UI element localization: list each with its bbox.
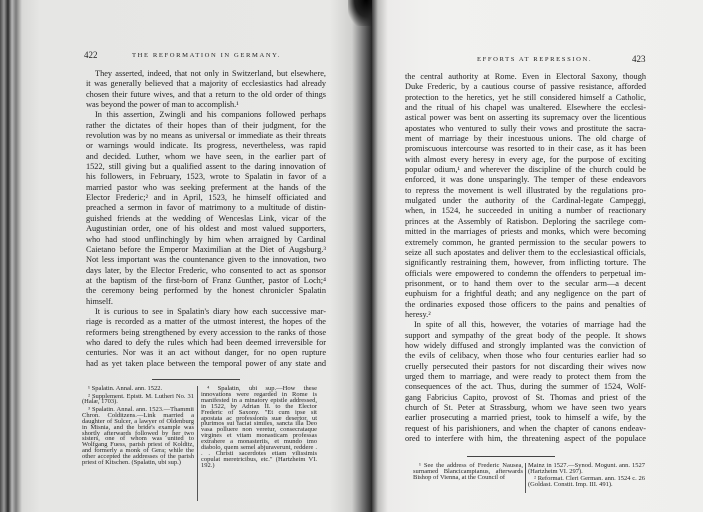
running-head: EFFORTS AT REPRESSION.: [477, 56, 593, 63]
text-line: prisonment, or to hand them over to the secular arm—a decent: [405, 278, 646, 288]
text-line: Caietano before the Emperor Maximilian at the Diet of Augsburg.³: [86, 244, 326, 254]
footnote: ⁴ Spalatin, ubi sup.—How these innovations were regarded in Rome is manifested in a minatory epistle addressed, in 1522, by Adrian II. to the Elector Frederic of Saxony. "Et cum ipse sit apostata ac professionis suæ desertor, ut plurimos sui faciat similes, sancta illa Deo vasa polluere non veretur, consecrataque virgines et vitam monasticam professas extrahere a monasteriis, et mundo imo diabolo, quem semel abjuraverunt, reddere . . . Christi sacerdotes etiam vilissimis copulat meretricibus, etc." (Hartzheim VI. 192.): [201, 385, 317, 469]
text-line: ment of marriage by their incestuous unions. The old charge of: [405, 134, 646, 144]
text-line: astical power was bent on asserting its supremacy over the licentious: [405, 113, 646, 123]
text-line: the evils of celibacy, when those who four centuries earlier had so: [405, 351, 646, 361]
text-line: seize all such apostates and deliver them to the ecclesiastical officials,: [405, 247, 646, 257]
text-line: and decided. Luther, whom we have seen, in the earlier part of: [86, 151, 326, 161]
text-line: rather the dictates of their hopes than of their judgment, for the: [86, 120, 326, 130]
text-line: his followers, in February, 1523, wrote to Spalatin in favor of a: [86, 172, 326, 182]
text-line: It is curious to see in Spalatin's diary how each successive mar-: [95, 306, 326, 316]
text-line: centuries. Nor was it an act without danger, for no open rupture: [86, 348, 326, 358]
text-line: with almost every heresy in every age, for the purpose of exciting: [405, 154, 646, 164]
footnote-divider: [197, 386, 198, 501]
text-line: cruelly persecuted their pastors for not discarding their wives now: [405, 361, 646, 371]
text-line: himself.: [86, 296, 113, 306]
text-line: when, in 1524, he succeeded in uniting a number of reactionary: [405, 206, 646, 216]
text-line: earlier prosecuting a married priest, took to himself a wife, by the: [405, 413, 646, 423]
text-line: to repress the movement is well illustrated by the regulations pro-: [405, 185, 646, 195]
text-line: chosen their future wives, and that a return to the old order of things: [86, 89, 326, 99]
text-line: Not less important was the countenance given to the innovation, two: [86, 255, 326, 265]
text-line: the central authority at Rome. Even in Electoral Saxony, though: [405, 72, 646, 81]
footnotes-column-1: [413, 463, 523, 482]
text-line: Augustinian order, one of his oldest and most valued supporters,: [86, 224, 326, 234]
text-line: guished friends at the wedding of Wenceslas Link, vicar of the: [86, 213, 326, 223]
text-line: Duke Frederic, by a cautious course of passive resistance, afforded: [405, 82, 646, 92]
paragraph: [405, 72, 646, 320]
text-line: gang Fabricius Capito, provost of St. Thomas and priest of the: [405, 392, 646, 402]
footnote-rule: [152, 379, 240, 380]
paragraph: [86, 307, 326, 369]
text-line: support and sympathy of the great body of the people. It shows: [405, 330, 646, 340]
text-line: significantly restraining them, however, from inflicting torture. The: [405, 258, 646, 268]
text-line: princes at the Assembly of Ratisbon. Deploring the sacrilege com-: [405, 216, 646, 226]
footnote: ³ Spalatin. Annal. ann. 1523.—Thammii Chron. Colditzens.—Link married a daughter of Sulcer, a lawyer of Oldenburg in Misnia, and the bride's example was shortly afterwards followed by her two sisters, one of whom was united to Wolfgang Fuess, parish priest of Kolditz, and formerly a monk of Gera; while the other accepted the addresses of the parish priest of Kitschen. (Spalatin, ubi sup.): [82, 405, 194, 467]
body-text: [86, 69, 326, 369]
text-line: how widely diffused and strongly implanted was the conviction of: [405, 340, 646, 350]
footnote-divider: [525, 463, 526, 493]
text-line: protection to the heretics, yet he still considered himself a Catholic,: [405, 92, 646, 102]
text-line: preached a sermon in favor of matrimony to a multitude of distin-: [86, 203, 326, 213]
text-line: urged them to marriage, and were ready to protect them from the: [405, 371, 646, 381]
text-line: it was generally believed that a majority of ecclesiastics had already: [86, 79, 326, 89]
text-line: enforced, it was done unsparingly. The temper of these endeavors: [405, 175, 646, 185]
text-line: apostates who ventured to sully their vows and prostitute the sacra-: [405, 123, 646, 133]
text-line: the ceremony being performed by the honest chronicler Spalatin: [86, 286, 326, 296]
footnotes-column-2: [201, 386, 317, 470]
text-line: and the ritual of his chapel was unaltered. Elsewhere the ecclesi-: [405, 103, 646, 113]
footnote-rule: [467, 456, 555, 457]
running-head: THE REFORMATION IN GERMANY.: [132, 52, 281, 59]
footnote: ² Supplement. Epistt. M. Lutheri No. 31 (Halæ, 1703).: [82, 392, 194, 406]
text-line: 1522, still giving but a qualified assent to the daring innovation of: [86, 162, 326, 172]
text-line: They asserted, indeed, that not only in Switzerland, but elsewhere,: [95, 69, 326, 78]
paragraph: [86, 69, 326, 110]
text-line: Elector Frederic;² and in April, 1523, he himself officiated and: [86, 193, 326, 203]
text-line: who had stood unflinchingly by him when arraigned by Cardinal: [86, 234, 326, 244]
footnote: ¹ Spalatin. Annal. ann. 1522.: [88, 385, 163, 392]
text-line: had as yet taken place between the temporal power of any state and: [86, 358, 326, 368]
text-line: who dared to defy the rules which had been deemed irreversible for: [86, 337, 326, 347]
body-text: [405, 72, 646, 444]
text-line: ored to interfere with him, the threatening aspect of the populace: [405, 434, 646, 444]
page-number: 422: [84, 50, 98, 60]
right-page: [372, 0, 703, 512]
footnotes-column-2: [528, 463, 645, 490]
text-line: at the baptism of the first-born of Franz Gunther, pastor of Loch;⁴: [86, 275, 326, 285]
text-line: the ordinaries exposed those officers to the pains and penalties of: [405, 299, 646, 309]
text-line: popular odium,¹ and wherever the discipline of the church could be: [405, 165, 646, 175]
footnote: Mainz in 1527.—Synod. Mogunt. ann. 1527 (Hartzheim VI. 297).: [528, 462, 645, 475]
footnotes-column-1: [82, 386, 194, 468]
footnote: ¹ See the address of Frederic Nausea, surnamed Blancicampianus, afterwards Bishop of Vienna, at the Council of: [413, 462, 523, 481]
text-line: married pastor who was seeking preferment at the hands of the: [86, 182, 326, 192]
text-line: mulgated under the authority of the Cardinal-legate Campeggi,: [405, 196, 646, 206]
text-line: reformers being strengthened by every accession to the ranks of those: [86, 327, 326, 337]
text-line: revolution was by no means as universal or immediate as their threats: [86, 131, 326, 141]
footnote: ² Reformat. Cleri German. ann. 1524 c. 26 (Goldast. Constit. Imp. III. 491).: [528, 475, 645, 489]
text-line: riage is recorded as a matter of the utmost interest, the hopes of the: [86, 317, 326, 327]
text-line: days later, by the Elector Frederic, who consented to act as sponsor: [86, 265, 326, 275]
text-line: promiscuous intercourse was resorted to in their case, as it has been: [405, 144, 646, 154]
text-line: was beyond the power of man to accomplish.¹: [86, 100, 239, 110]
text-line: heresy.²: [405, 309, 431, 319]
text-line: extremely common, he granted permission to the secular powers to: [405, 237, 646, 247]
text-line: euphuism for a frightful death; and any negligence on the part of: [405, 289, 646, 299]
text-line: In this assertion, Zwingli and his companions followed perhaps: [95, 110, 326, 120]
text-line: consequences of the act. Thus, during the summer of 1524, Wolf-: [405, 382, 646, 392]
paragraph: [405, 320, 646, 444]
paragraph: [86, 110, 326, 307]
text-line: or warnings would indicate. Its progress, nevertheless, was rapid: [86, 141, 326, 151]
page-number: 423: [632, 54, 646, 64]
text-line: mitted in the marriages of priests and monks, which were becoming: [405, 227, 646, 237]
text-line: In spite of all this, however, the votaries of marriage had the: [414, 320, 646, 330]
text-line: church of St. Peter at Strassburg, whom we have seen two years: [405, 403, 646, 412]
text-line: officials were empowered to condemn the offenders to perpetual im-: [405, 268, 646, 278]
text-line: request of his parishioners, and when the chapter of canons endeav-: [405, 423, 646, 433]
